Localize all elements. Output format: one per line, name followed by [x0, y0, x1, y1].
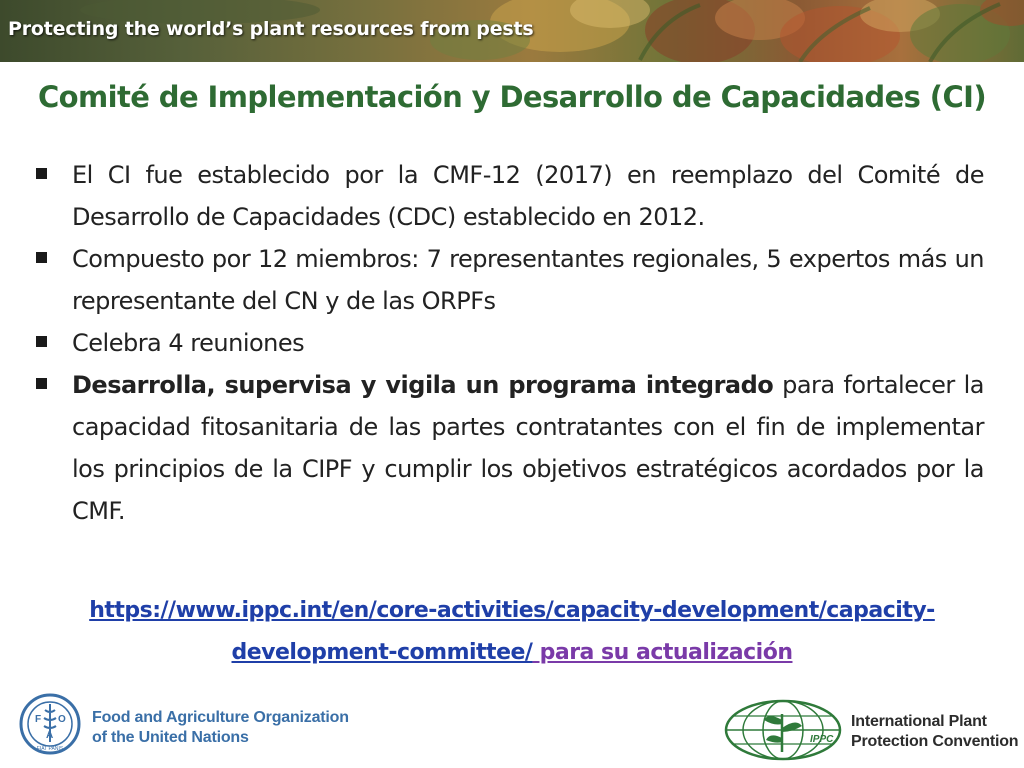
ippc-logo-text: IPPC [810, 734, 834, 745]
bullet-item-4 [32, 364, 984, 532]
fao-letter-o: O [58, 714, 66, 725]
bullet-text: para fortalecer la capacidad fitosanitaria de las partes contratantes con el fin de implementar los principios de la CIPF y cumplir los objetivos estratégicos acordados por la CMF. [72, 371, 984, 525]
square-bullet-icon [36, 378, 47, 389]
bullet-item-3 [32, 322, 984, 364]
fao-letter-a: A [46, 730, 54, 741]
bullet-list [32, 154, 984, 532]
ippc-globe-logo-icon [724, 698, 842, 762]
fao-name-line1: Food and Agriculture Organization [92, 709, 349, 726]
ippc-organization-name [851, 712, 1018, 752]
square-bullet-icon [36, 252, 47, 263]
ippc-committee-link[interactable]: https://www.ippc.int/en/core-activities/capacity-development/capacity-development-committee/ [89, 598, 935, 665]
ippc-name-line2: Protection Convention [851, 733, 1019, 750]
bullet-item-1 [32, 154, 984, 238]
square-bullet-icon [36, 168, 47, 179]
bullet-text: Celebra 4 reuniones [72, 329, 305, 357]
bullet-text: El CI fue establecido por la CMF-12 (2017) en reemplazo del Comité de Desarrollo de Capacidades (CDC) establecido en 2012. [72, 161, 984, 231]
slide-title: Comité de Implementación y Desarrollo de Capacidades (CI) [38, 80, 986, 114]
fao-name-line2: of the United Nations [92, 729, 249, 746]
bullet-text: Compuesto por 12 miembros: 7 representantes regionales, 5 expertos más un representante del CN y de las ORPFs [72, 245, 984, 315]
fao-logo-icon [18, 692, 82, 756]
link-block [40, 590, 984, 674]
update-link[interactable]: para su actualización [532, 640, 793, 665]
fao-organization-name [92, 708, 349, 748]
square-bullet-icon [36, 336, 47, 347]
header-banner [0, 0, 1024, 62]
bullet-item-2 [32, 238, 984, 322]
banner-title: Protecting the world’s plant resources from pests [8, 18, 534, 40]
ippc-name-line1: International Plant [851, 713, 987, 730]
fao-motto: FIAT PANIS [36, 746, 64, 752]
bullet-bold-text: Desarrolla, supervisa y vigila un programa integrado [72, 371, 774, 399]
fao-letter-f: F [35, 714, 42, 725]
